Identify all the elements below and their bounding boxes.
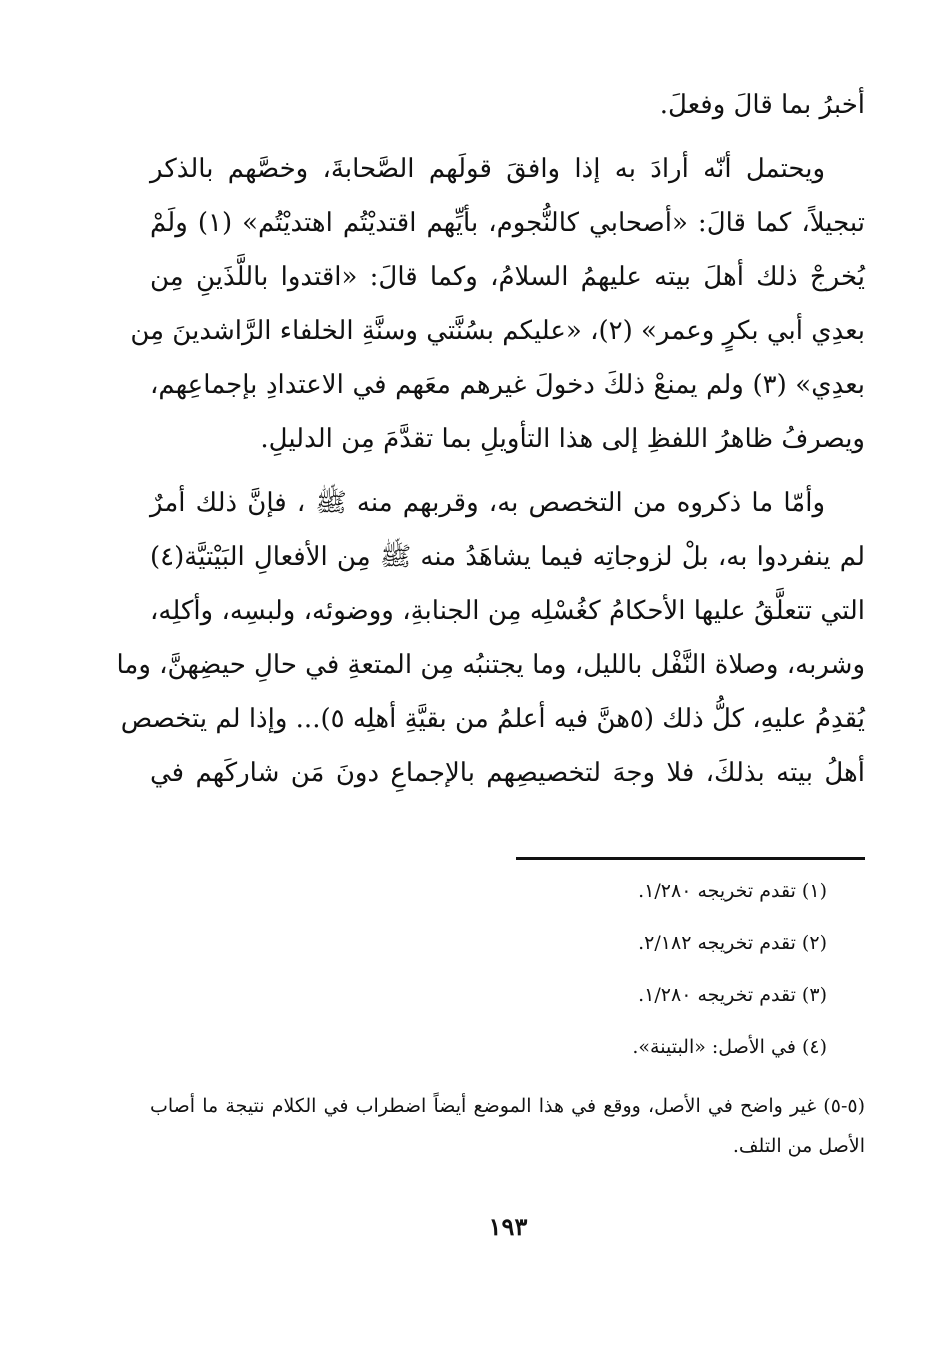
- footnote: (٣) تقدم تخريجه ١/٢٨٠.: [638, 984, 827, 1006]
- text-line: بعدِي» (٣) ولم يمنعْ ذلكَ دخولَ غيرهم معَهم في الاعتدادِ بإجماعِهم،: [150, 370, 865, 400]
- footnote: (٥-٥) غير واضح في الأصل، ووقع في هذا الموضع أيضاً اضطراب في الكلام نتيجة ما أصاب الأصل من التلف.: [150, 1095, 865, 1157]
- text-line: ويحتمل أنّه أرادَ به إذا وافقَ قولَهم الصَّحابةَ، وخصَّهم بالذكر: [150, 154, 826, 184]
- text-line: لم ينفردوا به، بلْ لزوجاتِه فيما يشاهَدُ منه ﷺ مِن الأفعالِ البَيْتيَّة(٤): [150, 542, 865, 572]
- text-line: ويصرفُ ظاهرُ اللفظِ إلى هذا التأويلِ بما تقدَّمَ مِن الدليلِ.: [260, 424, 865, 454]
- paragraph-gap: [150, 466, 865, 476]
- text-line: أهلُ بيته بذلكَ، فلا وجهَ لتخصيصِهم بالإجماعِ دونَ مَن شاركَهم في: [150, 758, 865, 788]
- footnote: (٢) تقدم تخريجه ٢/١٨٢.: [638, 932, 827, 954]
- footnotes: [150, 878, 865, 1192]
- text-line: وأمّا ما ذكروه من التخصص به، وقربهم منه ﷺ ، فإنَّ ذلك أمرٌ: [150, 488, 825, 518]
- footnote: (٤) في الأصل: «البتينة».: [632, 1036, 827, 1058]
- text-line: أخبرُ بما قالَ وفعلَ.: [659, 90, 865, 120]
- text-line: وشربه، وصلاة النَّفْل بالليل، وما يجتنبُه مِن المتعةِ في حالِ حيضِهنَّ، وما: [116, 650, 865, 680]
- footnote: (١) تقدم تخريجه ١/٢٨٠.: [638, 880, 827, 902]
- text-line: يُخرجْ ذلك أهلَ بيته عليهمُ السلامُ، وكما قالَ: «اقتدوا باللَّذَينِ مِن: [150, 262, 865, 292]
- text-line: تبجيلاً، كما قالَ: «أصحابي كالنُّجوم، بأيِّهم اقتديْتُم اهتديْتُم» (١) ولَمْ: [150, 208, 865, 238]
- main-text: [116, 78, 865, 800]
- footnote-divider: [516, 857, 865, 860]
- text-line: يُقدِمُ عليهِ، كلُّ ذلك (٥هنَّ فيه أعلمُ من بقيَّةِ أهلِه ٥)... وإذا لم يتخصص: [120, 704, 865, 734]
- text-line: التي تتعلَّقُ عليها الأحكامُ كغُسْلِه مِن الجنابةِ، ووضوئه، ولبسِه، وأكلِه،: [150, 596, 865, 626]
- page-number: ١٩٣: [488, 1212, 528, 1241]
- text-line: بعدِي أبي بكرٍ وعمر» (٢)، «عليكم بسُنَّتي وسنَّةِ الخلفاء الرَّاشدينَ مِن: [130, 316, 865, 346]
- paragraph-gap: [150, 132, 865, 142]
